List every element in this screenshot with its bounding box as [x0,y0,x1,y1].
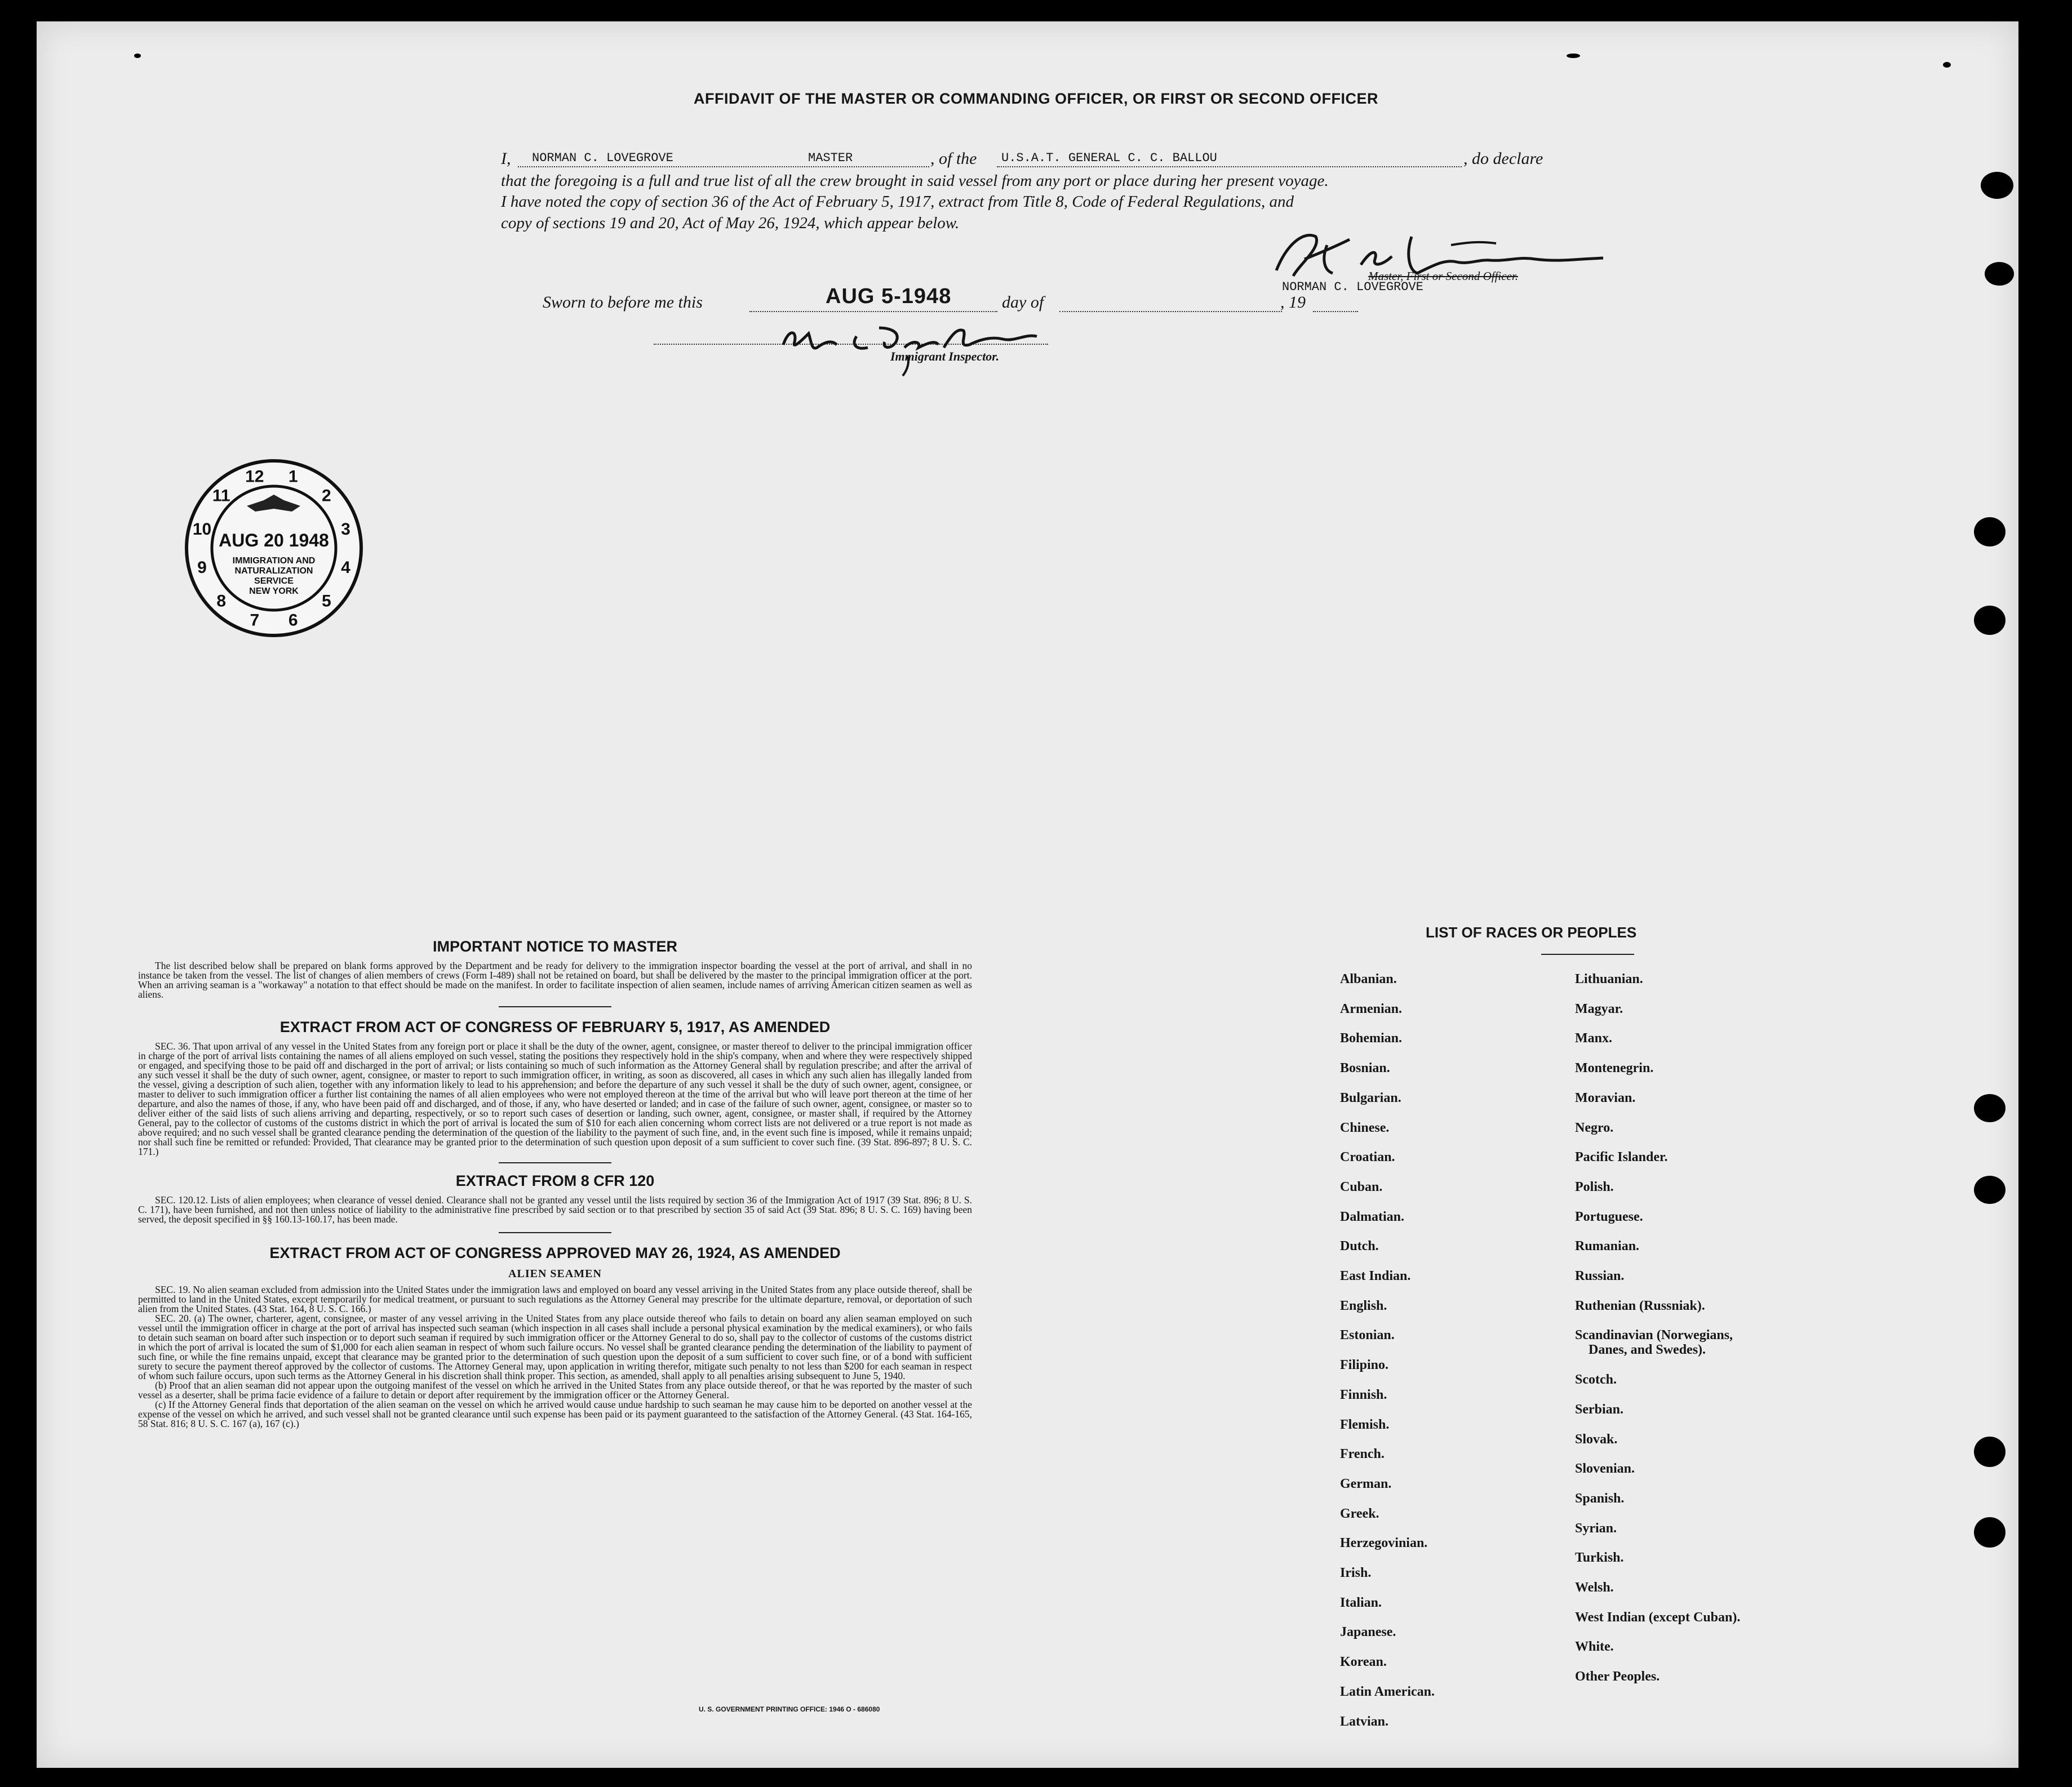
race-item: Chinese. [1340,1120,1390,1135]
divider [499,1162,611,1163]
race-item: Montenegrin. [1575,1061,1654,1076]
race-item: Negro. [1575,1120,1614,1135]
race-item: Latin American. [1340,1684,1435,1699]
punch-hole [1974,1094,2006,1122]
i-label: I, [501,149,511,168]
stamp-date: AUG 20 1948 [219,530,329,550]
race-item: Finnish. [1340,1387,1387,1402]
race-item: Latvian. [1340,1714,1389,1729]
divider [499,1232,611,1233]
receipt-stamp [179,455,369,641]
race-item: Turkish. [1575,1550,1624,1566]
extract-1917-title: EXTRACT FROM ACT OF CONGRESS OF FEBRUARY 5, 1917, AS AMENDED [279,1019,831,1035]
race-item: East Indian. [1340,1269,1411,1283]
race-item: Greek. [1340,1506,1379,1521]
do-declare-label: , do declare [1463,149,1543,168]
stamp-ring-number: 12 [245,467,264,486]
stamp-ring-number: 11 [212,486,230,505]
stamp-line-2: NATURALIZATION [234,566,313,576]
year-line [1313,297,1358,312]
race-item: Syrian. [1575,1521,1617,1536]
inspector-label: Immigrant Inspector. [890,349,1000,363]
race-item: Scandinavian (Norwegians, [1575,1328,1733,1343]
stamp-ring-number: 6 [288,611,298,630]
signature-role: Master, First or Second Officer. [1368,269,1518,283]
affidavit-line-2: that the foregoing is a full and true list of all the crew brought in said vessel from any port or place during her present voyage. [501,172,1329,190]
race-item: Slovenian. [1575,1461,1635,1477]
stamp-ring-number: 4 [341,558,350,577]
extract-1924-title: EXTRACT FROM ACT OF CONGRESS APPROVED MAY 26, 1924, AS AMENDED [269,1244,841,1261]
month-line [1059,297,1282,312]
extract-1924-sec19: SEC. 19. No alien seaman excluded from admission into the United States under the immigration laws and employed on board any vessel arriving in the United States from any place outside thereof, shall be permitted to land in the United States, except temporarily for medical treatment, or pursuant to such regulations as the Attorney General may prescribe for the ultimate departure, removal, or deportation of such alien from the United States. (43 Stat. 164, 8 U. S. C. 166.) [138,1284,972,1314]
race-item: Welsh. [1575,1580,1614,1595]
day-of-label: day of [1002,293,1044,312]
race-item: Filipino. [1340,1358,1389,1373]
signer-typed-name: NORMAN C. LOVEGROVE [1282,280,1423,294]
stamp-line-3: SERVICE [254,576,294,586]
punch-hole [1981,172,2013,199]
extract-1924-sec20a: SEC. 20. (a) The owner, charterer, agent, consignee, or master of any vessel arriving in the United States from any place outside thereof who fails to detain on board any alien seaman employed on such vessel until the immigration officer in charge at the port of arrival has inspected such seaman (which inspection in all cases shall include a personal physical examination by the medical examiners), or who fails to detain such seaman on board after such inspection or to deport such seaman if required by such immigration officer or the Attorney General to do so, shall pay to the collector of customs of the customs district in which the port of arrival is located the sum of $1,000 for each alien seaman in respect of whom such failure occurs. No vessel shall be granted clearance pending the determination of the liability to payment of such fine, or while the fine remains unpaid, except that clearance may be granted prior to the determination of such question upon the deposit of a sum sufficient to cover such fine, or of a bond with sufficient surety to secure the payment thereof approved by the collector of customs. The Attorney General may, upon application in writing therefor, mitigate such penalty to not less than $200 for each seaman in respect of whom such failure occurs, upon such terms as the Attorney General in his discretion shall think proper. This section, as amended, shall apply to all penalties arising subsequent to June 5, 1940. [138,1313,972,1381]
race-item: Dalmatian. [1340,1209,1404,1224]
punch-hole [1974,1517,2006,1548]
extract-cfr-text: SEC. 120.12. Lists of alien employees; when clearance of vessel denied. Clearance shall not be granted any vessel until the lists required by section 36 of the Immigration Act of 1917 (39 Stat. 896; 8 U. S. C. 171), have been furnished, and not then unless notice of liability to the administrative fine prescribed by said section or to that prescribed by section 35 of said Act (39 Stat. 896; 8 U. S. C. 169) having been served, the deposit specified in §§ 160.13-160.17, has been made. [138,1194,972,1225]
sworn-label: Sworn to before me this [543,293,703,312]
punch-hole [1974,606,2006,635]
race-item: Irish. [1340,1566,1372,1580]
extract-1917-text: SEC. 36. That upon arrival of any vessel in the United States from any foreign port or place it shall be the duty of the owner, agent, consignee, or master thereof to deliver to the principal immigration officer in charge of the port of arrival lists containing the names of all aliens employed on such vessel, stating the positions they respectively hold in the ship's company, when and where they were respectively shipped or engaged, and specifying those to be paid off and discharged in the port of arrival; or lists containing so much of such information as the Attorney General shall by regulation prescribe; and after the arrival of any such vessel it shall be the duty of such owner, agent, consignee, or master to report to such immigration officer, in writing, as soon as discovered, all cases in which any such alien has illegally landed from the vessel, giving a description of such alien, together with any information likely to lead to his apprehension; and before the departure of any such vessel it shall be the duty of such owner, agent, consignee, or master to deliver to such immigration officer a further list containing the names of all alien employees who were not employed thereon at the time of the arrival but who will leave port thereon at the time of her departure, and also the names of those, if any, who have been paid off and discharged, and of those, if any, who have deserted or landed; and in case of the failure of such owner, agent, consignee, or master so to deliver either of the said lists of such aliens arriving and departing, respectively, or so to report such cases of desertion or landing, such owner, agent, consignee, or master shall, if required by the Attorney General, pay to the collector of customs of the customs district in which the port of arrival is located the sum of $10 for each alien concerning whom correct lists are not delivered or a true report is not made as above required; and no such vessel shall be granted clearance pending the determination of the question of the liability to the payment of such fine, and, in the event such fine is imposed, while it remains unpaid; nor shall such fine be remitted or refunded: Provided, That clearance may be granted prior to the determination of such question upon deposit of a sum sufficient to cover such fine. (39 Stat. 896-897; 8 U. S. C. 171.) [138,1041,972,1157]
stamp-ring-number: 3 [341,519,350,539]
race-item: Other Peoples. [1575,1669,1660,1684]
race-item: Flemish. [1340,1417,1390,1432]
race-item: Rumanian. [1575,1239,1640,1254]
master-rank: MASTER [808,151,853,165]
race-item: Serbian. [1575,1402,1624,1417]
race-item: Bulgarian. [1340,1090,1401,1105]
race-item: Portuguese. [1575,1209,1643,1224]
race-item: Spanish. [1575,1491,1625,1506]
speck [1567,54,1580,58]
stamp-ring-number: 9 [197,558,207,577]
race-item: Herzegovinian. [1340,1536,1428,1551]
master-name: NORMAN C. LOVEGROVE [532,151,673,165]
notices-column [138,938,972,1429]
race-item: Croatian. [1340,1150,1395,1165]
race-item: Bosnian. [1340,1061,1390,1076]
sworn-date-stamp: AUG 5-1948 [826,285,952,308]
race-item: Manx. [1575,1031,1612,1046]
extract-1924-sec20c: (c) If the Attorney General finds that deportation of the alien seaman on the vessel on which he arrived would cause undue hardship to such seaman he may cause him to be deported on another vessel at the expense of the vessel on which he arrived, and such vessel shall not be granted clearance until such expense has been paid or its payment guaranteed to the satisfaction of the Attorney General. (43 Stat. 164-165, 58 Stat. 816; 8 U. S. C. 167 (a), 167 (c).) [138,1399,972,1429]
race-item: French. [1340,1447,1385,1462]
race-item: Magyar. [1575,1001,1623,1016]
race-item: Italian. [1340,1595,1382,1610]
punch-hole [1974,1176,2006,1204]
race-item: Albanian. [1340,972,1397,986]
race-item: Ruthenian (Russniak). [1575,1298,1705,1313]
inspector-signature [772,317,1065,379]
race-item: Japanese. [1340,1625,1396,1640]
extract-cfr-title: EXTRACT FROM 8 CFR 120 [455,1172,655,1189]
stamp-line-1: IMMIGRATION AND [232,556,316,566]
notice-text: The list described below shall be prepared on blank forms approved by the Department and be ready for delivery to the immigration inspector boarding the vessel at the port of arrival, and shall in no instance be taken from the vessel. The list of changes of alien members of crews (Form I-489) shall not be retained on board, but shall be delivered by the master to the principal immigration officer at the port. When an arriving seaman is a "workaway" a notation to that effect should be made on the manifest. In order to facilitate inspection of alien seamen, include names of arriving American citizen seamen as well as aliens. [138,960,972,1000]
affidavit-line-4: copy of sections 19 and 20, Act of May 26, 1924, which appear below. [501,214,960,232]
punch-hole [1974,517,2006,546]
stamp-line-4: NEW YORK [249,586,299,596]
of-the-label: , of the [930,149,977,168]
notice-title: IMPORTANT NOTICE TO MASTER [433,938,677,955]
extract-1924-subtitle: ALIEN SEAMEN [508,1268,602,1280]
race-item: Bohemian. [1340,1031,1403,1046]
stamp-ring-number: 7 [250,611,260,630]
punch-hole [1974,1437,2006,1467]
race-item: Scotch. [1575,1372,1617,1388]
races-title: LIST OF RACES OR PEOPLES [1426,924,1637,941]
extract-1924-sec20b: (b) Proof that an alien seaman did not appear upon the outgoing manifest of the vessel on which he arrived in the United States from any place outside thereof, or that he was reported by the master of such vessel as a deserter, shall be prima facie evidence of a failure to detain or deport after requirement by the immigration officer or the Attorney General. [138,1380,972,1401]
affidavit-line-1 [501,149,1628,168]
race-item: Lithuanian. [1575,972,1643,986]
race-item: White. [1575,1639,1614,1655]
vessel-name: U.S.A.T. GENERAL C. C. BALLOU [1001,151,1217,165]
race-item: Estonian. [1340,1328,1395,1343]
race-item: Slovak. [1575,1432,1618,1447]
race-item: Moravian. [1575,1090,1636,1105]
race-item: Korean. [1340,1655,1387,1670]
year-label: , 19 [1280,293,1306,312]
race-item: Russian. [1575,1269,1625,1283]
race-item: Pacific Islander. [1575,1150,1668,1165]
race-item: Danes, and Swedes). [1589,1343,1706,1358]
stamp-ring-number: 2 [321,486,331,505]
speck [134,54,141,58]
stamp-ring-number: 8 [216,592,227,611]
race-item: English. [1340,1298,1387,1313]
stamp-ring-number: 1 [288,467,298,486]
printing-office-footer: U. S. GOVERNMENT PRINTING OFFICE: 1946 O - 686080 [699,1705,880,1713]
document-page [37,21,2018,1768]
race-item: Dutch. [1340,1239,1379,1254]
affidavit-line-3: I have noted the copy of section 36 of the Act of February 5, 1917, extract from Title 8, Code of Federal Regulations, and [501,193,1294,211]
divider [499,1006,611,1007]
speck [1943,62,1951,68]
race-item: West Indian (except Cuban). [1575,1610,1741,1625]
stamp-ring-number: 10 [192,519,212,539]
stamp-ring-number: 5 [321,592,331,611]
races-title-rule [1541,954,1634,955]
affidavit-title: AFFIDAVIT OF THE MASTER OR COMMANDING OFFICER, OR FIRST OR SECOND OFFICER [694,90,1378,107]
race-item: Armenian. [1340,1001,1402,1016]
race-item: German. [1340,1476,1392,1491]
race-item: Cuban. [1340,1179,1383,1194]
punch-hole [1985,262,2014,286]
race-item: Polish. [1575,1179,1614,1194]
